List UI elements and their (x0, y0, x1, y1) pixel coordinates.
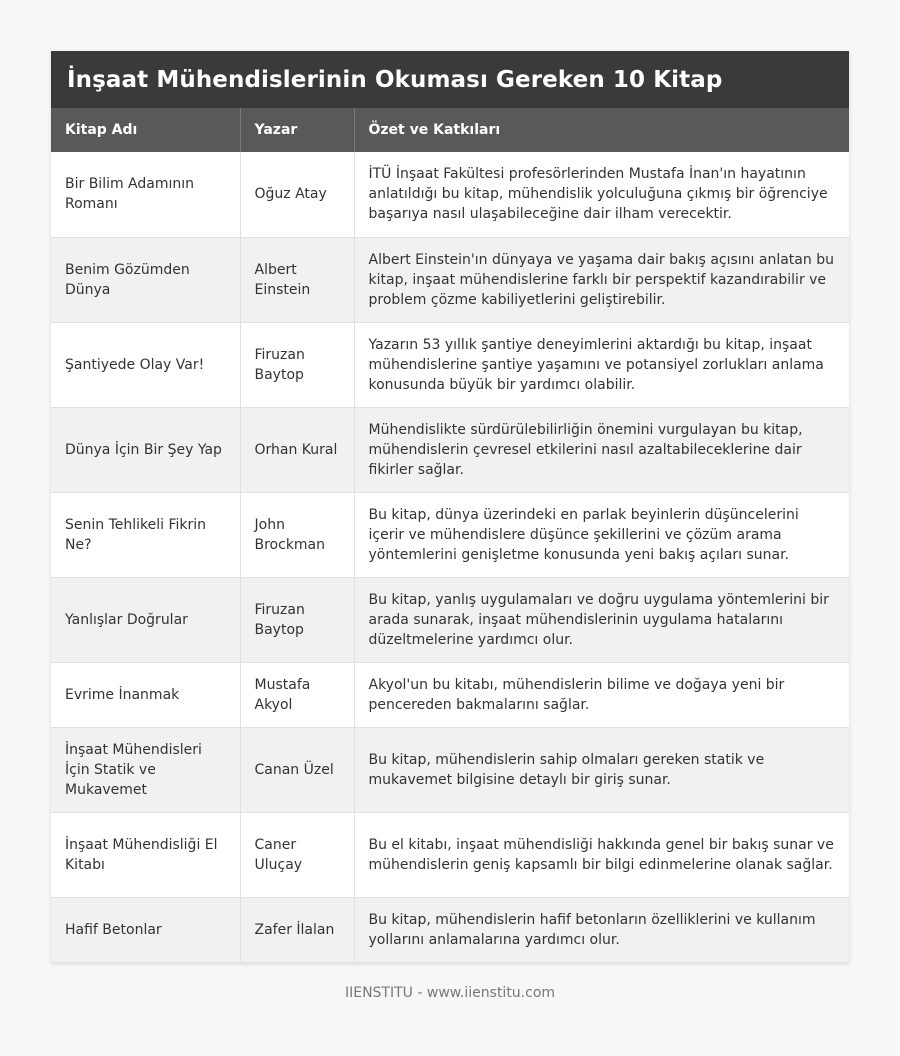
table-row (51, 662, 849, 727)
book-title-cell: Şantiyede Olay Var! (51, 322, 240, 407)
author-cell: Oğuz Atay (240, 152, 354, 237)
summary-cell: Akyol'un bu kitabı, mühendislerin bilime ve doğaya yeni bir pencereden bakmalarını sağlar. (354, 662, 849, 727)
author-cell: Firuzan Baytop (240, 322, 354, 407)
page-title: İnşaat Mühendislerinin Okuması Gereken 10 Kitap (67, 66, 723, 93)
author-cell: John Brockman (240, 492, 354, 577)
table-header-row (51, 108, 849, 152)
summary-cell: Bu kitap, dünya üzerindeki en parlak beyinlerin düşüncelerini içerir ve mühendislere düşünce şekillerini ve çözüm arama yöntemlerini genişletme konusunda yeni bakış açıları sunar. (354, 492, 849, 577)
book-title-cell: İnşaat Mühendisliği El Kitabı (51, 812, 240, 897)
table-row (51, 322, 849, 407)
book-title-cell: Senin Tehlikeli Fikrin Ne? (51, 492, 240, 577)
table-row (51, 492, 849, 577)
summary-cell: Bu el kitabı, inşaat mühendisliği hakkında genel bir bakış sunar ve mühendislerin geniş kapsamlı bir bilgi edinmelerine olanak sağlar. (354, 812, 849, 897)
table-row (51, 897, 849, 962)
book-title-cell: Evrime İnanmak (51, 662, 240, 727)
author-cell: Firuzan Baytop (240, 577, 354, 662)
table-row (51, 407, 849, 492)
title-bar (51, 51, 849, 108)
book-title-cell: Bir Bilim Adamının Romanı (51, 152, 240, 237)
book-title-cell: Yanlışlar Doğrular (51, 577, 240, 662)
summary-cell: Bu kitap, mühendislerin sahip olmaları gereken statik ve mukavemet bilgisine detaylı bir giriş sunar. (354, 727, 849, 812)
footer-credit: IIENSTITU - www.iienstitu.com (344, 985, 556, 1001)
author-cell: Orhan Kural (240, 407, 354, 492)
author-cell: Zafer İlalan (240, 897, 354, 962)
column-header-author: Yazar (240, 108, 354, 152)
author-cell: Canan Üzel (240, 727, 354, 812)
table-row (51, 237, 849, 322)
summary-cell: Mühendislikte sürdürülebilirliğin önemini vurgulayan bu kitap, mühendislerin çevresel etkilerini nasıl azaltabileceklerine dair fikirler sağlar. (354, 407, 849, 492)
author-cell: Albert Einstein (240, 237, 354, 322)
summary-cell: Yazarın 53 yıllık şantiye deneyimlerini aktardığı bu kitap, inşaat mühendislerine şantiye yaşamını ve potansiyel zorlukları anlama konusunda büyük bir yardımcı olabilir. (354, 322, 849, 407)
summary-cell: Bu kitap, mühendislerin hafif betonların özelliklerini ve kullanım yollarını anlamalarına yardımcı olur. (354, 897, 849, 962)
book-title-cell: Hafif Betonlar (51, 897, 240, 962)
book-title-cell: Dünya İçin Bir Şey Yap (51, 407, 240, 492)
table-row (51, 812, 849, 897)
author-cell: Caner Uluçay (240, 812, 354, 897)
book-title-cell: İnşaat Mühendisleri İçin Statik ve Mukavemet (51, 727, 240, 812)
summary-cell: İTÜ İnşaat Fakültesi profesörlerinden Mustafa İnan'ın hayatının anlatıldığı bu kitap, mühendislik yolculuğuna çıkmış bir öğrenciye başarıya nasıl ulaşabileceğine dair ilham verecektir. (354, 152, 849, 237)
table-row (51, 577, 849, 662)
books-table (51, 108, 849, 963)
book-title-cell: Benim Gözümden Dünya (51, 237, 240, 322)
table-row (51, 727, 849, 812)
summary-cell: Albert Einstein'ın dünyaya ve yaşama dair bakış açısını anlatan bu kitap, inşaat mühendislerine farklı bir perspektif kazandırabilir ve problem çözme kabiliyetlerini geliştirebilir. (354, 237, 849, 322)
book-table-card (51, 51, 849, 963)
author-cell: Mustafa Akyol (240, 662, 354, 727)
column-header-book: Kitap Adı (51, 108, 240, 152)
column-header-summary: Özet ve Katkıları (354, 108, 849, 152)
summary-cell: Bu kitap, yanlış uygulamaları ve doğru uygulama yöntemlerini bir arada sunarak, inşaat mühendislerinin uygulama hatalarını düzeltmelerine yardımcı olur. (354, 577, 849, 662)
table-row (51, 152, 849, 237)
